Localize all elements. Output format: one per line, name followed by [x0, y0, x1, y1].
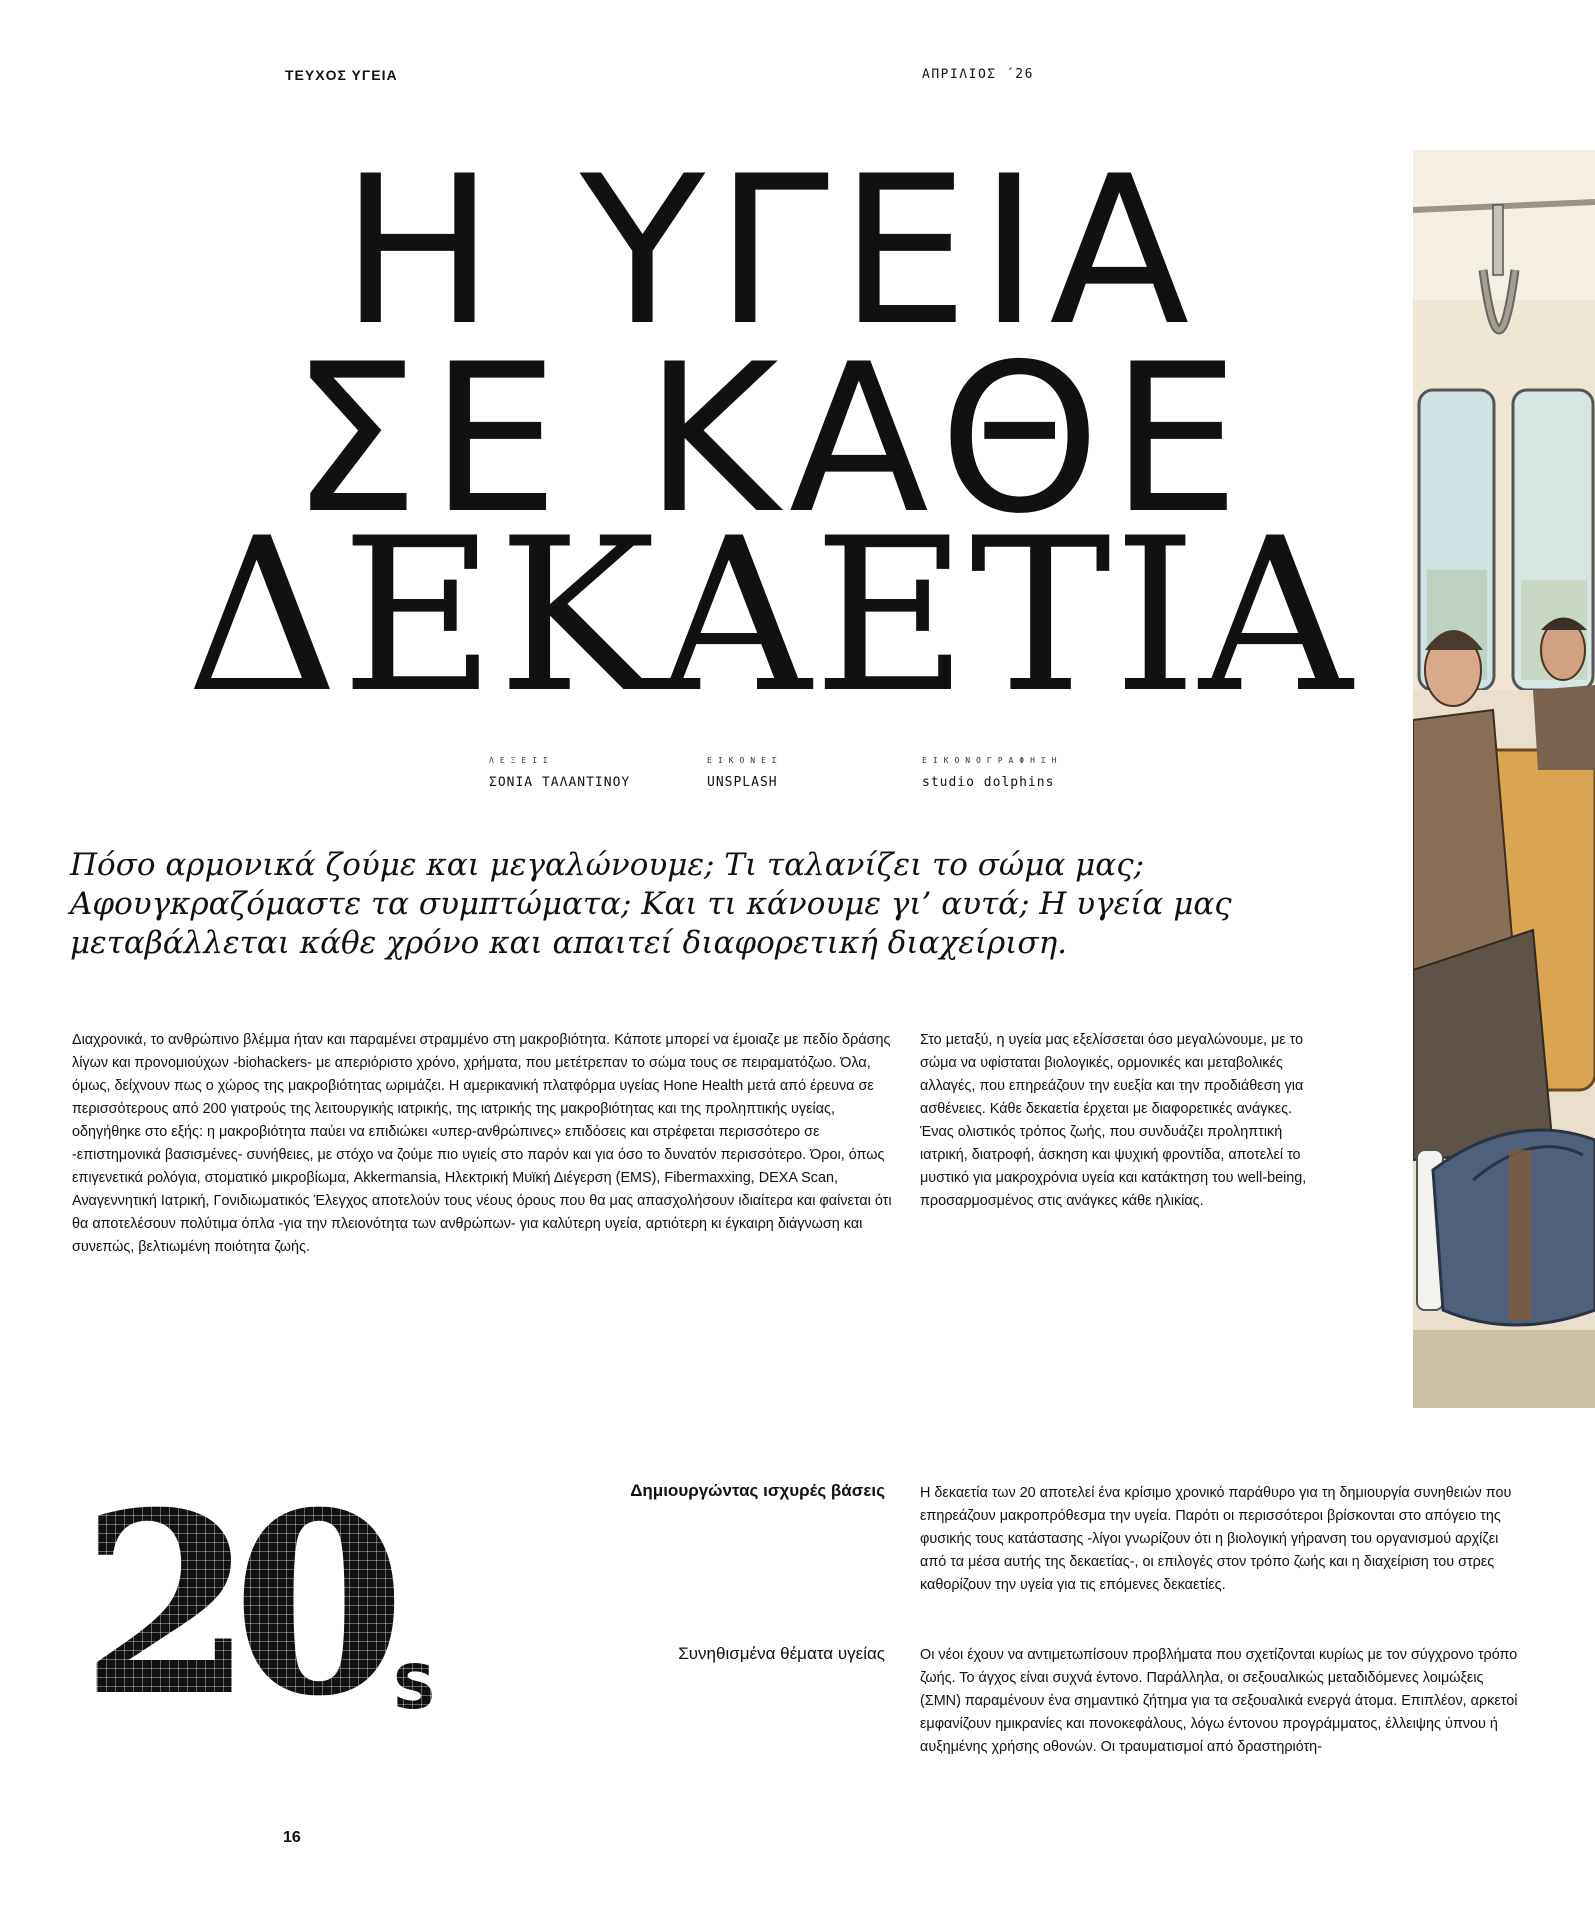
- section-title-strong-foundations: Δημιουργώντας ισχυρές βάσεις: [630, 1481, 885, 1500]
- page-number: 16: [283, 1829, 301, 1846]
- credit-value: studio dolphins: [922, 775, 1055, 790]
- credit-value: ΣΟΝΙΑ ΤΑΛΑΝΤΙΝΟΥ: [489, 775, 631, 790]
- credit-value: UNSPLASH: [707, 775, 778, 790]
- decade-suffix: s: [390, 1634, 439, 1710]
- lede-intro: Πόσο αρμονικά ζούμε και μεγαλώνουμε; Τι ταλανίζει το σώμα μας; Αφουγκραζόμαστε τα συμπτώματα; Και τι κάνουμε γι’ αυτά; Η υγεία μας μεταβάλλεται κάθε χρόνο και απαιτεί διαφορετική διαχείριση.: [70, 847, 1232, 961]
- credit-label: ΕΙΚΟΝΕΣ: [707, 756, 783, 765]
- credit-label: ΕΙΚΟΝΟΓΡΑΦΗΣΗ: [922, 756, 1063, 765]
- headline-line-1: Η ΥΓΕΙΑ: [340, 133, 1200, 371]
- credit-illustration: [922, 756, 1063, 790]
- body-column-right: Στο μεταξύ, η υγεία μας εξελίσσεται όσο μεγαλώνουμε, με το σώμα να υφίσταται βιολογικές, ορμονικές και μεταβολικές αλλαγές, που επηρεάζουν την ευεξία και την προδιάθεση για ασθένειες. Κάθε δεκαετία έρχεται με διαφορετικές ανάγκες. Ένας ολιστικός τρόπος ζωής, που συνδυάζει προληπτική ιατρική, διατροφή, άσκηση και ψυχική φροντίδα, αποτελεί το μυστικό για μακροχρόνια υγεία και κατάκτηση του well-being, προσαρμοσμένος στις ανάγκες κάθε ηλικίας.: [920, 1032, 1307, 1209]
- headline-line-3: ΔΕΚΑΕΤΙΑ: [185, 492, 1355, 739]
- credit-words: [489, 756, 630, 790]
- credit-label: ΛΕΞΕΙΣ: [489, 756, 554, 765]
- section-text-strong-foundations: Η δεκαετία των 20 αποτελεί ένα κρίσιμο χρονικό παράθυρο για τη δημιουργία συνηθειών που επηρεάζουν μακροπρόθεσμα την υγεία. Παρότι οι περισσότεροι βρίσκονται στο απόγειο της φυσικής τους κατάστασης -λίγοι γνωρίζουν ότι η βιολογική γήρανση του οργανισμού αρχίζει από τα μέσα αυτής της δεκαετίας-, οι επιλογές στον τρόπο ζωής και η διαχείριση του στρες καθορίζουν την υγεία για τις επόμενες δεκαετίες.: [920, 1485, 1512, 1593]
- section-label: ΤΕΥΧΟΣ ΥΓΕΙΑ: [285, 67, 398, 83]
- body-column-left: Διαχρονικά, το ανθρώπινο βλέμμα ήταν και παραμένει στραμμένο στη μακροβιότητα. Κάποτε μπορεί να έμοιαζε με πεδίο δράσης λίγων και προνομιούχων -biohackers- με απεριόριστο χρόνο, χρήματα, που μετέτρεπαν το σώμα τους σε πειραματόζωο. Όλα, όμως, δείχνουν πως ο χώρος της μακροβιότητας ωριμάζει. Η αμερικανική πλατφόρμα υγείας Hone Health μετά από έρευνα σε περισσότερους από 200 γιατρούς της λειτουργικής ιατρικής, της ιατρικής της μακροβιότητας και της προληπτικής υγείας, οδηγήθηκε στο εξής: η μακροβιότητα παύει να επιδιώκει «υπερ-ανθρώπινες» επιδόσεις και στρέφεται περισσότερο σε -επιστημονικά βασισμένες- συνήθειες, με στόχο να ζούμε πιο υγιείς στο παρόν και για όσο το δυνατόν περισσότερο. Όροι, όπως επιγενετικά ρολόγια, στοματικό μικροβίωμα, Akkermansia, Ηλεκτρική Μυϊκή Διέγερση (EMS), Fibermaxxing, DEXA Scan, Αναγεννητική Ιατρική, Γονιδιωματικός Έλεγχος αποτελούν τους νέους όρους που θα μας απασχολήσουν ιδιαίτερα και φαίνεται ότι θα αποτελέσουν πολύτιμα όπλα -για την πλειονότητα των ανθρώπων- για καλύτερη υγεία, αρτιότερη κι έγκαιρη διάγνωση και συνεπώς, βελτιωμένη ποιότητα ζωής.: [72, 1032, 892, 1255]
- issue-date: ΑΠΡΙΛΙΟΣ ΄26: [922, 67, 1034, 82]
- headline-line-2: ΣΕ ΚΑΘΕ: [290, 321, 1250, 559]
- section-title-common-health-issues: Συνηθισμένα θέματα υγείας: [678, 1644, 885, 1663]
- tram-illustration: [1413, 150, 1595, 1408]
- section-text-common-health-issues: Οι νέοι έχουν να αντιμετωπίσουν προβλήματα που σχετίζονται κυρίως με τον σύγχρονο τρόπο ζωής. Το άγχος είναι συχνά έντονο. Παράλληλα, οι σεξουαλικώς μεταδιδόμενες λοιμώξεις (ΣΜΝ) παραμένουν ένα σημαντικό ζήτημα για τα σεξουαλικά ενεργά άτομα. Επιπλέον, αρκετοί εμφανίζουν ημικρανίες και πονοκεφάλους, λόγω έντονου προγράμματος, έλλειψης ύπνου ή αυξημένης χρήσης οθονών. Οι τραυματισμοί από δραστηριότη-: [920, 1647, 1518, 1755]
- credit-images: [707, 756, 783, 790]
- decade-20s-graphic: [80, 1480, 460, 1710]
- decade-number: 20: [80, 1480, 384, 1710]
